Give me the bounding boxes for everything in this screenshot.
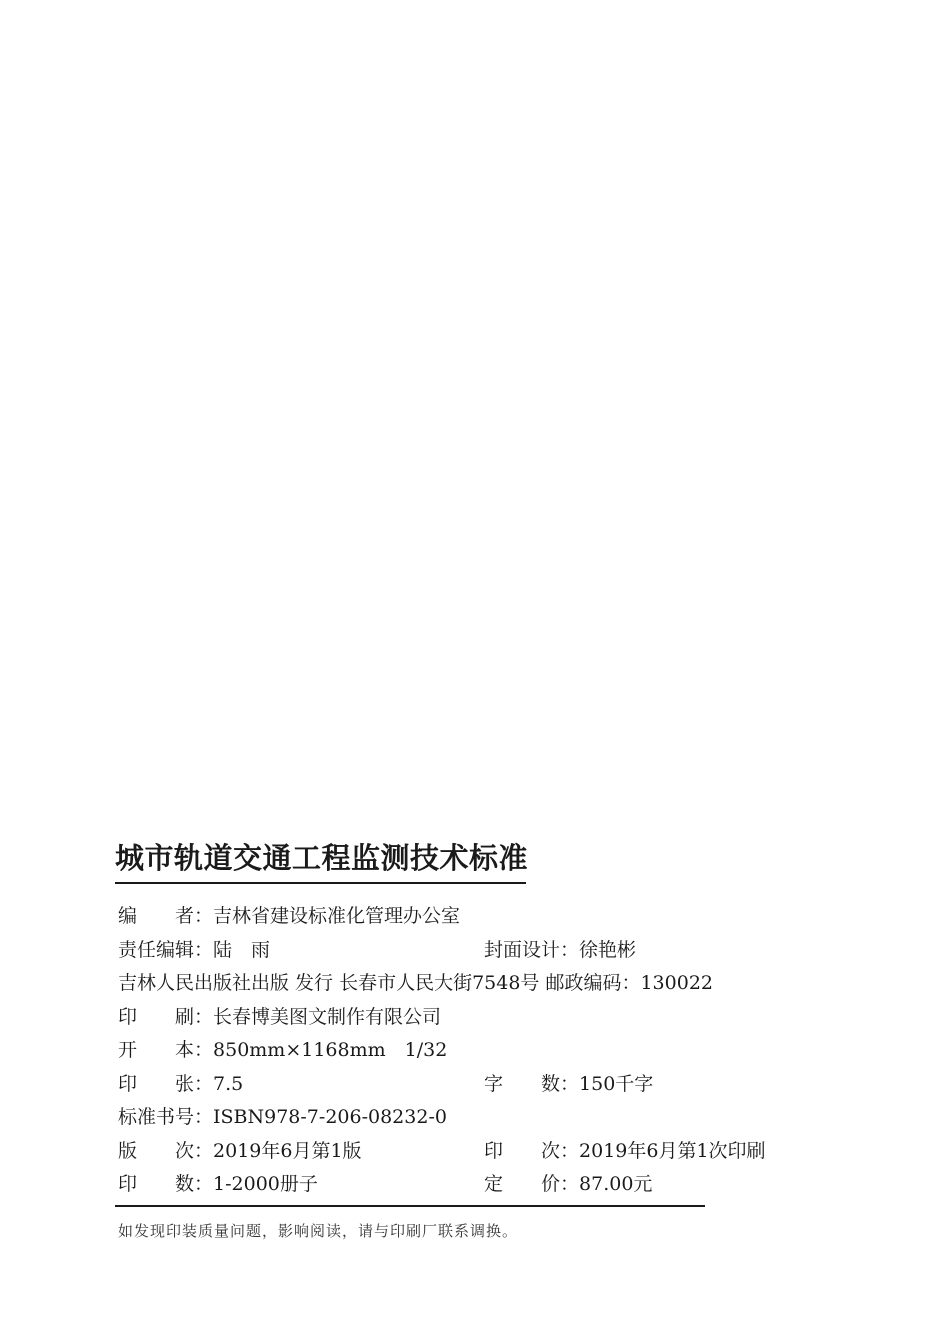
print-run-value: 1-2000册子 <box>213 1173 318 1195</box>
printer-value: 长春博美图文制作有限公司 <box>213 1005 442 1028</box>
price-label: 定 价： <box>484 1173 580 1195</box>
row-editor <box>118 900 818 934</box>
format-label: 开 本： <box>118 1039 214 1061</box>
edition-label: 版 次： <box>118 1139 214 1162</box>
editor-label: 编 者： <box>118 905 214 927</box>
printer-label: 印 刷： <box>118 1005 214 1028</box>
sheets-value: 7.5 <box>213 1072 244 1095</box>
quality-notice: 如发现印装质量问题，影响阅读，请与印刷厂联系调换。 <box>118 1222 519 1240</box>
price-value: 87.00元 <box>579 1173 653 1195</box>
row-isbn <box>118 1101 818 1135</box>
word-count-value: 150千字 <box>579 1072 654 1095</box>
title-underline <box>115 882 526 884</box>
print-run-label: 印 数： <box>118 1173 214 1195</box>
row-responsible-editor <box>118 934 818 968</box>
cover-design-value: 徐艳彬 <box>579 938 637 961</box>
colophon-info <box>118 900 818 1202</box>
word-count-label: 字 数： <box>484 1072 580 1095</box>
edition-value: 2019年6月第1版 <box>213 1139 362 1162</box>
responsible-editor-value: 陆 雨 <box>213 938 271 961</box>
row-printer <box>118 1001 818 1035</box>
row-sheets <box>118 1068 818 1102</box>
publisher-line: 吉林人民出版社出版 发行 长春市人民大街7548号 邮政编码：130022 <box>118 972 714 994</box>
isbn-value: ISBN978-7-206-08232-0 <box>213 1106 447 1128</box>
row-print-run <box>118 1168 818 1202</box>
responsible-editor-label: 责任编辑： <box>118 938 214 961</box>
row-publisher <box>118 967 818 1001</box>
row-edition <box>118 1135 818 1169</box>
cover-design-label: 封面设计： <box>484 938 580 961</box>
impression-value: 2019年6月第1次印刷 <box>579 1139 766 1162</box>
row-format <box>118 1034 818 1068</box>
impression-label: 印 次： <box>484 1139 580 1162</box>
sheets-label: 印 张： <box>118 1072 214 1095</box>
isbn-label: 标准书号： <box>118 1106 214 1128</box>
bottom-divider <box>115 1205 705 1207</box>
editor-value: 吉林省建设标准化管理办公室 <box>213 905 461 927</box>
book-title: 城市轨道交通工程监测技术标准 <box>115 841 529 875</box>
format-value: 850mm×1168mm 1/32 <box>213 1039 448 1061</box>
